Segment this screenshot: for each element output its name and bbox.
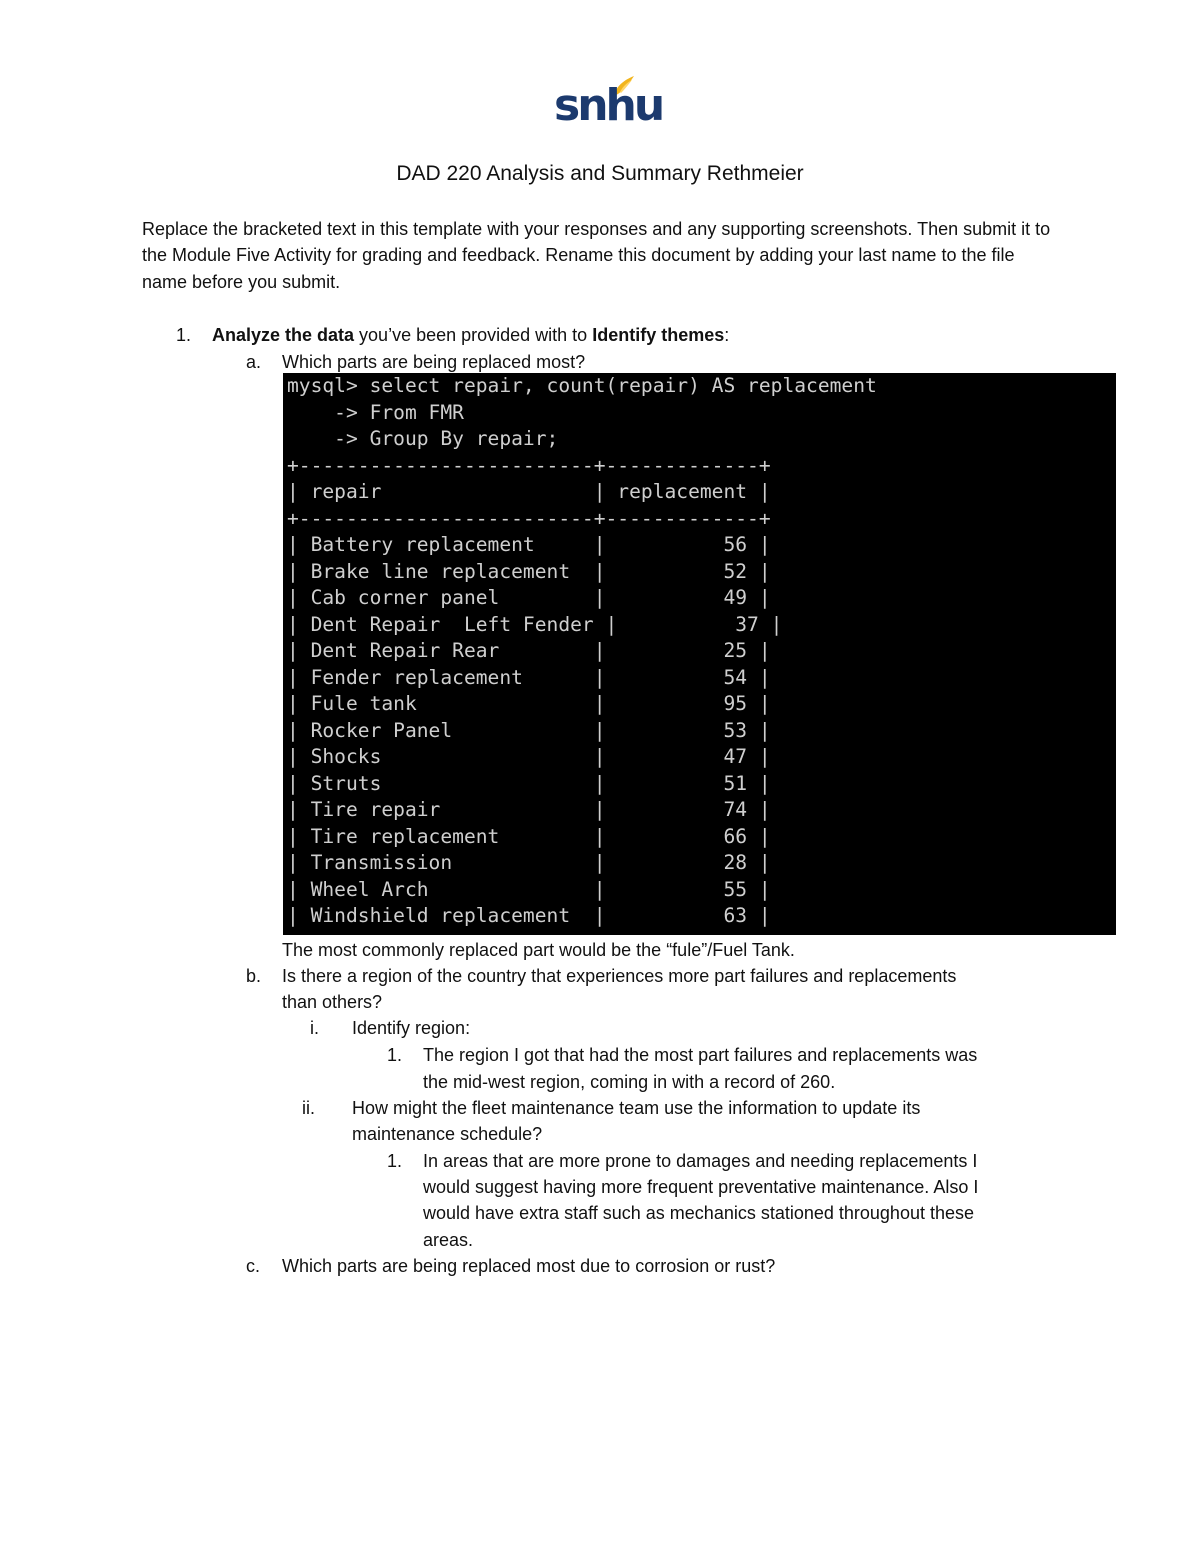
question-1-colon: :	[724, 325, 730, 345]
table-row: | Brake line replacement | 52 |	[287, 559, 771, 583]
table-header: | repair | replacement |	[287, 480, 771, 503]
question-b-ii-line: How might the fleet maintenance team use the information to update its	[352, 1098, 921, 1118]
question-b-i: Identify region:	[352, 1018, 471, 1038]
answer-b-ii-line: In areas that are more prone to damages and needing replacements I	[423, 1151, 978, 1171]
table-border: +-------------------------+-------------+	[287, 453, 771, 477]
answer-b-i-line: the mid-west region, coming in with a record of 260.	[423, 1072, 836, 1092]
table-row: | Battery replacement | 56 |	[287, 533, 771, 556]
table-row: | Dent Repair Left Fender | 37 |	[287, 612, 783, 636]
list-letter: c.	[246, 1256, 261, 1276]
answer-a: The most commonly replaced part would be the “fule”/Fuel Tank.	[282, 940, 795, 960]
terminal-query-line: -> Group By repair;	[287, 427, 559, 450]
question-a: Which parts are being replaced most?	[282, 352, 586, 372]
list-number: 1.	[176, 325, 192, 345]
table-row: | Cab corner panel | 49 |	[287, 586, 771, 609]
table-row: | Fender replacement | 54 |	[287, 665, 771, 689]
list-numeral: i.	[310, 1018, 319, 1038]
answer-b-ii-line: would have extra staff such as mechanics stationed throughout these	[423, 1203, 975, 1223]
table-row: | Tire repair | 74 |	[287, 798, 771, 821]
list-letter: b.	[246, 966, 262, 986]
terminal-query-line: mysql> select repair, count(repair) AS replacement	[287, 374, 877, 397]
table-row: | Fule tank | 95 |	[287, 692, 771, 715]
page-title: DAD 220 Analysis and Summary Rethmeier	[396, 162, 804, 185]
table-row: | Wheel Arch | 55 |	[287, 877, 771, 901]
list-letter: a.	[246, 352, 262, 372]
list-numeral: ii.	[302, 1098, 315, 1118]
question-1	[212, 322, 729, 348]
table-row: | Windshield replacement | 63 |	[287, 904, 771, 927]
table-row: | Tire replacement | 66 |	[287, 824, 771, 848]
mysql-terminal-screenshot	[283, 373, 1116, 935]
table-row: | Rocker Panel | 53 |	[287, 718, 771, 742]
question-b-line: Is there a region of the country that experiences more part failures and replacements	[282, 966, 957, 986]
table-row: | Dent Repair Rear | 25 |	[287, 639, 771, 662]
table-row: | Struts | 51 |	[287, 771, 771, 795]
snhu-logo	[554, 74, 663, 134]
question-c: Which parts are being replaced most due to corrosion or rust?	[282, 1256, 776, 1276]
question-b-line: than others?	[282, 992, 383, 1012]
terminal-query-line: -> From FMR	[287, 400, 464, 424]
answer-b-i-line: The region I got that had the most part failures and replacements was	[423, 1045, 978, 1065]
list-number: 1.	[387, 1045, 403, 1065]
answer-b-ii-line: areas.	[423, 1230, 474, 1250]
question-1-text: you’ve been provided with to	[354, 325, 593, 345]
question-1-bold-analyze: Analyze the data	[212, 325, 355, 345]
question-1-bold-themes: Identify themes	[592, 325, 725, 345]
list-number: 1.	[387, 1151, 403, 1171]
question-b-ii-line: maintenance schedule?	[352, 1124, 543, 1144]
table-row: | Shocks | 47 |	[287, 745, 771, 768]
intro-paragraph: Replace the bracketed text in this template with your responses and any supporting screenshots. Then submit it to the Module Five Activity for grading and feedback. Rename this document by adding your last name to the file name before you submit.	[142, 219, 1051, 292]
table-border: +-------------------------+-------------+	[287, 506, 771, 530]
logo-wordmark: snhu	[554, 80, 663, 131]
answer-b-ii-line: would suggest having more frequent preventative maintenance. Also I	[423, 1177, 979, 1197]
table-row: | Transmission | 28 |	[287, 851, 771, 874]
